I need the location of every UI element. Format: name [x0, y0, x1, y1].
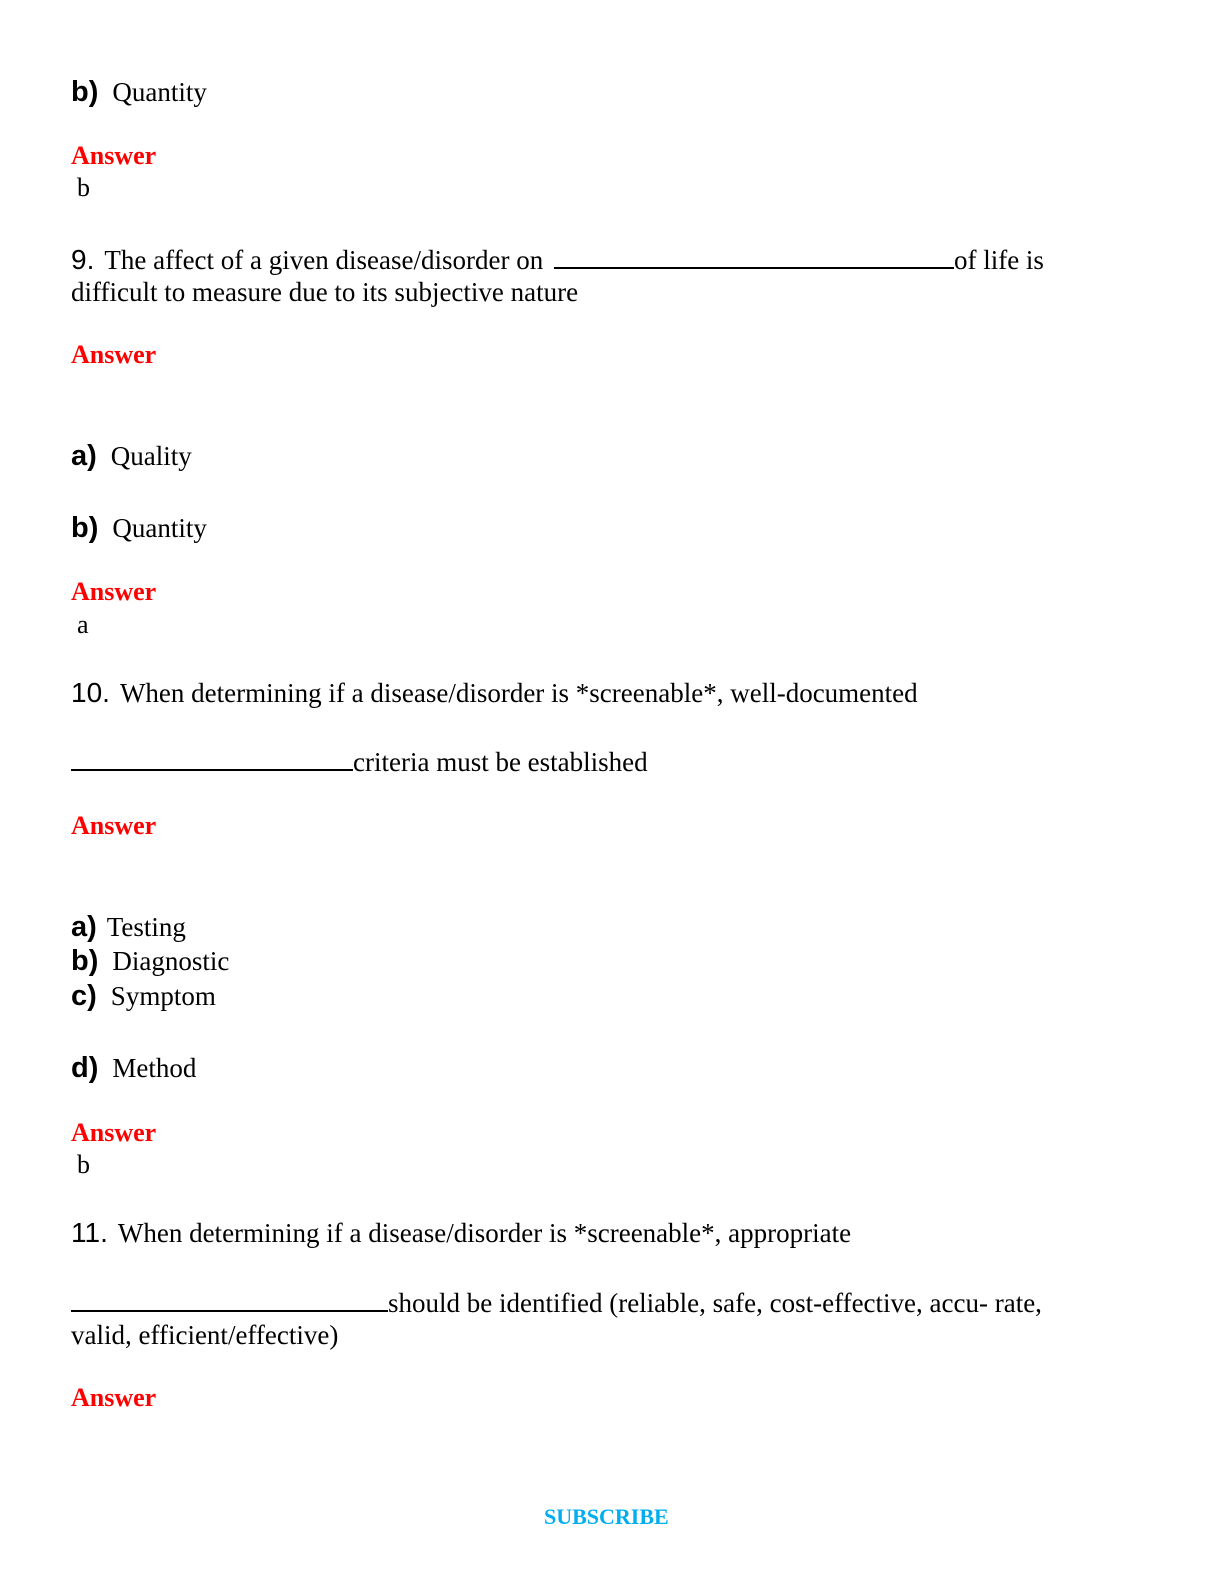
question-text: When determining if a disease/disorder is *screenable*, well-documented	[119, 678, 918, 708]
option-label: d)	[71, 1052, 99, 1084]
option-text: Quantity	[112, 513, 207, 543]
option-label: b)	[71, 76, 99, 108]
question-number: 9.	[71, 244, 95, 275]
answer-blank	[554, 245, 954, 269]
question-9	[71, 244, 1044, 276]
question-text-after: criteria must be established	[353, 747, 648, 777]
question-text-after: of life is	[953, 245, 1044, 275]
option-b	[71, 76, 207, 108]
option-b	[71, 512, 207, 544]
option-text: Quantity	[112, 77, 207, 107]
question-number: 11.	[71, 1217, 108, 1248]
answer-value: a	[77, 610, 89, 639]
answer-heading: Answer	[71, 1118, 157, 1147]
option-text: Symptom	[110, 981, 216, 1011]
subscribe-link[interactable]: SUBSCRIBE	[544, 1504, 669, 1529]
answer-heading: Answer	[71, 141, 157, 170]
option-text: Diagnostic	[112, 946, 230, 976]
answer-heading: Answer	[71, 811, 157, 840]
answer-heading: Answer	[71, 340, 157, 369]
question-11-line2	[71, 1287, 1042, 1319]
option-label: a)	[71, 440, 97, 472]
option-c	[71, 980, 216, 1012]
question-9-line2: difficult to measure due to its subjective nature	[71, 277, 579, 307]
answer-value: b	[77, 173, 90, 202]
option-text: Quality	[110, 441, 192, 471]
question-text: When determining if a disease/disorder is *screenable*, appropriate	[117, 1218, 852, 1248]
option-text: Testing	[106, 912, 186, 942]
answer-value: b	[77, 1150, 90, 1179]
option-a	[71, 911, 186, 943]
question-11	[71, 1217, 851, 1249]
answer-blank	[71, 747, 353, 771]
question-11-line3: valid, efficient/effective)	[71, 1320, 339, 1350]
option-label: c)	[71, 980, 97, 1012]
option-d	[71, 1052, 196, 1084]
question-text-after: should be identified (reliable, safe, cost-effective, accu- rate,	[388, 1288, 1042, 1318]
question-text: The affect of a given disease/disorder on	[104, 245, 544, 275]
question-number: 10.	[71, 677, 110, 708]
option-label: b)	[71, 512, 99, 544]
question-10-line2	[71, 746, 648, 778]
option-b	[71, 945, 229, 977]
answer-heading: Answer	[71, 577, 157, 606]
option-text: Method	[112, 1053, 197, 1083]
answer-heading: Answer	[71, 1383, 157, 1412]
answer-blank	[71, 1288, 388, 1312]
option-a	[71, 440, 192, 472]
option-label: a)	[71, 911, 97, 943]
option-label: b)	[71, 945, 99, 977]
question-10	[71, 677, 918, 709]
